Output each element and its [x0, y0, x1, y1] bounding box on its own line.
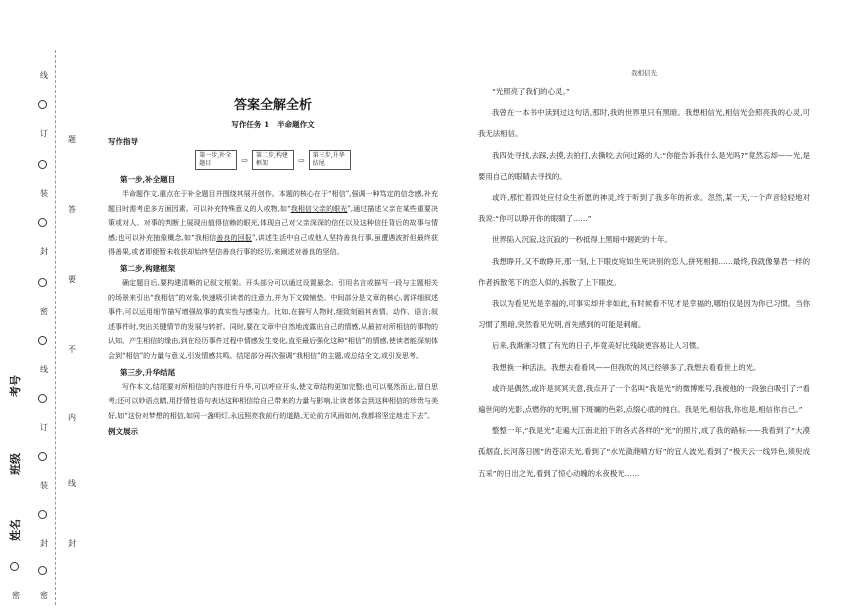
margin-char: 订	[40, 129, 48, 138]
margin-char: 封	[68, 539, 76, 548]
binding-hole	[38, 394, 47, 403]
binding-hole	[38, 100, 47, 109]
flow-step-3: 第三步,升华结尾	[309, 150, 351, 170]
binding-hole	[38, 278, 47, 287]
answer-column	[108, 86, 438, 437]
step2-heading: 第二步,构建框架	[120, 263, 176, 273]
essay-paragraph: 我曾在一本书中读到过这句话,那时,我的世界里只有黑暗。我想相信光,相信光会照亮我的心灵,可我无法相信。	[478, 108, 810, 139]
flow-step-1: 第一步,补全题目	[195, 150, 237, 170]
example-heading: 例文展示	[108, 427, 138, 437]
binding-hole	[10, 562, 19, 571]
essay-paragraph: 整整一年,“我是光”走遍大江南北拍下的各式各样的“光”的照片,成了我的路标——我看到了“大漠孤烟直,长河落日圆”的苍凉天光,看到了“水光潋滟晴方好”的宜人波光,看到了“极天云一线异色,须臾成五采”的日出之光,看到了惊心动魄的永夜极光……	[478, 426, 810, 478]
essay-paragraph: 或许,那忙着四处应付众生祈愿的神灵,终于听到了我多年的祈求。忽然,某一天,一个声音轻轻地对我说:“你可以睁开你的眼睛了……”	[478, 193, 810, 224]
essay-paragraph: 我四处寻找,去踩,去摸,去拍打,去撕咬,去问过路的人:“你能告诉我什么是光吗?”竟然忘却——光,是要用自己的眼睛去寻找的。	[478, 150, 810, 181]
essay-paragraph: 我想换一种活法。我想去看看风——但我吹的风已经够多了,我想去看看世上的光。	[492, 362, 761, 372]
margin-char: 封	[40, 247, 48, 256]
binding-hole	[38, 566, 47, 575]
essay-paragraph: 我想睁开,又不敢睁开,那一刻,上下眼皮宛如生死诀别的恋人,拼死相拥……最终,我就像暴君一样的作者拆散笔下的恋人似的,拆散了上下眼皮。	[478, 256, 810, 287]
underlined-phrase: 善良的回报	[216, 233, 252, 242]
step2-paragraph: 确定题目后,要构建清晰的记叙文框架。开头部分可以通过设置悬念、引用名言或描写一段与主题相关的场景来引出“我相信”的对象,快速吸引读者的注意力,并为下文做铺垫。中间部分是文章的核心,需详细叙述事件,可以运用细节描写增强故事的真实性与感染力。比如,在描写人物时,细致刻画其表情、动作、语言;叙述事件时,突出关键情节的发展与转折。同时,要在文章中自然地流露出自己的情感,从最初对所相信的事物的认知、产生相信的缘由,到在经历事件过程中情感发生变化,直至最后强化这种“相信”的情感,使读者能深刻体会到“相信”的力量与意义,引发情感共鸣。结尾部分再次强调“我相信”的主题,或总结全文,或引发思考。	[108, 278, 438, 360]
essay-paragraph: 世界陷入沉寂,这沉寂的一秒抵得上黑暗中蹉跎的十年。	[492, 235, 672, 245]
binding-hole	[38, 218, 47, 227]
class-label: 班级	[9, 453, 22, 475]
step1-heading: 第一步,补全题目	[120, 175, 176, 184]
essay-title: 我相信光	[631, 69, 657, 77]
binding-hole	[38, 160, 47, 169]
task-name: 半命题作文	[277, 120, 315, 129]
document-title: 答案全解全析	[233, 98, 312, 113]
essay-paragraph: 或许是偶然,或许是冥冥天意,我点开了一个名叫“我是光”的微博账号,我被他的一段独白吸引了:“看遍世间的光影,点燃你的光明,留下斑斓的色彩,点缀心底的纯白。我是光,相信我,你也是,相信你自己。”	[478, 383, 810, 415]
margin-char: 封	[40, 539, 48, 548]
margin-char: 内	[68, 413, 76, 422]
margin-char: 订	[40, 423, 48, 432]
essay-paragraph: 后来,我渐渐习惯了有光的日子,毕竟美好比残缺更容易让人习惯。	[492, 341, 704, 351]
essay-paragraph: “光照亮了我们的心灵。”	[492, 87, 570, 96]
step1-paragraph: 半命题作文,重点在于补全题目并围绕其展开创作。本题的核心在于“相信”,强调一种笃定的信念感,补充题目时需考虑多方面因素。可以补充特殊意义的人或物,如“我相信父亲的眼光”,通过描述父亲在某些重要决策或对人、对事的判断上展现出值得信赖的眼光,体现自己对父亲深深的信任以及这种信任背后的故事与情感;也可以补充抽象概念,如“我相信善良的回报”,讲述生活中自己或他人坚持善良行事,虽遭遇波折但最终获得善果,或者即便暂未收获却始终坚信善良行事的经历,来阐述对善良的坚信。	[108, 190, 438, 257]
exam-number-label: 考号	[9, 375, 22, 397]
flow-diagram	[108, 150, 438, 170]
flow-arrow-icon: ⇨	[298, 155, 305, 165]
guide-heading: 写作指导	[108, 137, 138, 146]
margin-char: 装	[40, 189, 48, 198]
task-line	[108, 119, 438, 130]
margin-char: 装	[40, 481, 48, 490]
margin-char: 线	[68, 479, 76, 488]
flow-arrow-icon: ⇨	[241, 155, 248, 165]
margin-char: 密	[40, 591, 48, 600]
step3-heading: 第三步,升华结尾	[120, 367, 176, 377]
binding-hole	[38, 510, 47, 519]
essay-paragraph: 我以为看见光是幸福的,可事实却并非如此,有时候看不见才是幸福的,哪怕仅是因为你已习惯。当你习惯了黑暗,突然看见光明,首先感到的可能是刺痛。	[478, 299, 810, 330]
margin-char: 线	[40, 365, 48, 374]
essay-body	[478, 81, 810, 484]
binding-hole	[38, 452, 47, 461]
margin-char: 密	[12, 591, 20, 600]
margin-char: 要	[68, 275, 76, 284]
margin-char: 密	[40, 307, 48, 316]
step3-paragraph: 写作本文,结尾要对所相信的内容进行升华,可以呼应开头,使文章结构更加完整;也可以戛然而止,留白思考;还可以妙语点睛,用抒情性语句表达这种相信给自己带来的力量与影响,让读者体会到这种相信的珍贵与美好,如“这份对梦想的相信,如同一盏明灯,永远照亮我前行的道路,无论前方风雨如何,我都将坚定地走下去”。	[108, 382, 438, 420]
underlined-phrase: 我相信父亲的眼光	[290, 204, 348, 213]
binding-margin	[0, 0, 76, 608]
flow-step-2: 第二步,构建框架	[252, 150, 294, 170]
name-label: 姓名	[9, 519, 22, 541]
margin-char: 线	[40, 71, 48, 80]
example-essay-column	[478, 66, 810, 484]
margin-char: 答	[68, 205, 76, 214]
binding-dashed-line	[55, 50, 56, 605]
binding-hole	[38, 336, 47, 345]
margin-char: 题	[68, 135, 76, 144]
margin-char: 不	[68, 345, 76, 354]
task-label: 写作任务 1	[231, 120, 270, 129]
